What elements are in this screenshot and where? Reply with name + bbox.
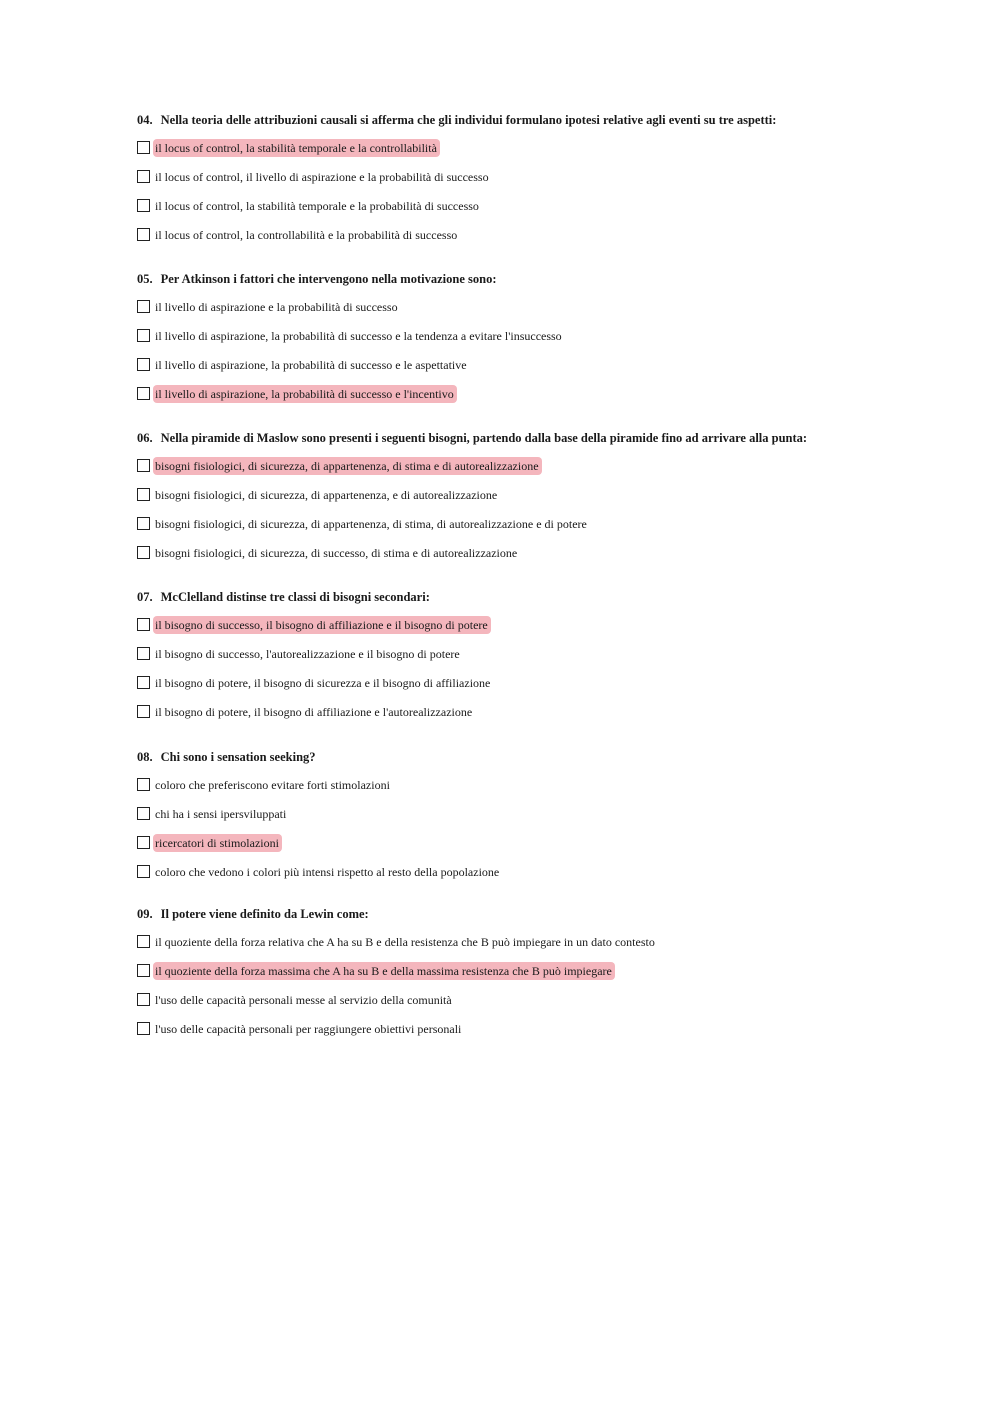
checkbox-icon[interactable]: [137, 935, 150, 948]
question-number: 07.: [137, 590, 153, 604]
answer-option[interactable]: [137, 133, 877, 162]
question-06: [137, 429, 877, 567]
answer-text: il locus of control, la controllabilità e la probabilità di successo: [155, 227, 458, 242]
answer-text: il livello di aspirazione, la probabilità di successo e l'incentivo: [153, 385, 457, 403]
checkbox-icon[interactable]: [137, 964, 150, 977]
answer-text: il bisogno di successo, il bisogno di affiliazione e il bisogno di potere: [153, 616, 491, 634]
checkbox-icon[interactable]: [137, 358, 150, 371]
checkbox-icon[interactable]: [137, 488, 150, 501]
answer-option[interactable]: [137, 1014, 877, 1043]
question-number: 04.: [137, 113, 153, 127]
checkbox-icon[interactable]: [137, 546, 150, 559]
checkbox-icon[interactable]: [137, 705, 150, 718]
answer-text: il bisogno di potere, il bisogno di sicurezza e il bisogno di affiliazione: [155, 675, 491, 690]
answer-text: il quoziente della forza relativa che A ha su B e della resistenza che B può impiegare in un dato contesto: [155, 934, 655, 949]
question-text: McClelland distinse tre classi di bisogni secondari:: [160, 590, 430, 604]
question-05: [137, 270, 877, 408]
answer-option[interactable]: [137, 668, 877, 697]
answer-option[interactable]: [137, 538, 877, 567]
checkbox-icon[interactable]: [137, 647, 150, 660]
answer-text: il locus of control, la stabilità temporale e la probabilità di successo: [155, 198, 479, 213]
answer-option[interactable]: [137, 770, 877, 799]
question-number: 06.: [137, 431, 153, 445]
answer-text: il bisogno di successo, l'autorealizzazione e il bisogno di potere: [155, 646, 460, 661]
checkbox-icon[interactable]: [137, 778, 150, 791]
answer-text: coloro che preferiscono evitare forti stimolazioni: [155, 777, 390, 792]
question-number: 08.: [137, 750, 153, 764]
checkbox-icon[interactable]: [137, 676, 150, 689]
question-number: 09.: [137, 907, 153, 921]
answer-option[interactable]: [137, 985, 877, 1014]
answer-text: il locus of control, il livello di aspirazione e la probabilità di successo: [155, 169, 489, 184]
question-number: 05.: [137, 272, 153, 286]
checkbox-icon[interactable]: [137, 1022, 150, 1035]
answer-option[interactable]: [137, 220, 877, 249]
answer-text: il livello di aspirazione e la probabilità di successo: [155, 299, 398, 314]
checkbox-icon[interactable]: [137, 329, 150, 342]
checkbox-icon[interactable]: [137, 993, 150, 1006]
question-07: [137, 588, 877, 726]
question-title: [137, 905, 877, 923]
answer-option[interactable]: [137, 857, 877, 886]
answer-option[interactable]: [137, 799, 877, 828]
answer-option[interactable]: [137, 828, 877, 857]
checkbox-icon[interactable]: [137, 836, 150, 849]
answer-text: bisogni fisiologici, di sicurezza, di appartenenza, di stima, di autorealizzazione e di potere: [155, 516, 587, 531]
question-04: [137, 111, 877, 249]
checkbox-icon[interactable]: [137, 199, 150, 212]
question-title: [137, 429, 877, 447]
answer-option[interactable]: [137, 350, 877, 379]
answer-text: ricercatori di stimolazioni: [153, 834, 282, 852]
answer-option[interactable]: [137, 509, 877, 538]
answer-text: bisogni fisiologici, di sicurezza, di successo, di stima e di autorealizzazione: [155, 545, 518, 560]
answer-text: chi ha i sensi ipersviluppati: [155, 806, 287, 821]
answer-text: il quoziente della forza massima che A ha su B e della massima resistenza che B può impiegare: [153, 962, 615, 980]
answer-option[interactable]: [137, 292, 877, 321]
answer-option[interactable]: [137, 480, 877, 509]
question-09: [137, 905, 877, 1043]
answer-text: il livello di aspirazione, la probabilità di successo e la tendenza a evitare l'insuccesso: [155, 328, 562, 343]
answer-option[interactable]: [137, 639, 877, 668]
checkbox-icon[interactable]: [137, 517, 150, 530]
question-text: Per Atkinson i fattori che intervengono nella motivazione sono:: [160, 272, 497, 286]
checkbox-icon[interactable]: [137, 618, 150, 631]
answer-option[interactable]: [137, 191, 877, 220]
answer-option[interactable]: [137, 451, 877, 480]
answer-text: l'uso delle capacità personali per raggiungere obiettivi personali: [155, 1021, 462, 1036]
question-text: Nella piramide di Maslow sono presenti i seguenti bisogni, partendo dalla base della piramide fino ad arrivare alla punta:: [160, 431, 808, 445]
answer-option[interactable]: [137, 321, 877, 350]
question-title: [137, 748, 877, 766]
answer-text: bisogni fisiologici, di sicurezza, di appartenenza, e di autorealizzazione: [155, 487, 498, 502]
question-text: Il potere viene definito da Lewin come:: [160, 907, 369, 921]
answer-text: l'uso delle capacità personali messe al servizio della comunità: [155, 992, 452, 1007]
checkbox-icon[interactable]: [137, 865, 150, 878]
answer-text: il livello di aspirazione, la probabilità di successo e le aspettative: [155, 357, 467, 372]
answer-option[interactable]: [137, 956, 877, 985]
answer-option[interactable]: [137, 162, 877, 191]
checkbox-icon[interactable]: [137, 387, 150, 400]
checkbox-icon[interactable]: [137, 170, 150, 183]
answer-text: bisogni fisiologici, di sicurezza, di appartenenza, di stima e di autorealizzazione: [153, 457, 542, 475]
checkbox-icon[interactable]: [137, 807, 150, 820]
question-title: [137, 588, 877, 606]
question-title: [137, 270, 877, 288]
answer-text: il bisogno di potere, il bisogno di affiliazione e l'autorealizzazione: [155, 704, 473, 719]
answer-text: coloro che vedono i colori più intensi rispetto al resto della popolazione: [155, 864, 500, 879]
answer-option[interactable]: [137, 379, 877, 408]
question-title: [137, 111, 877, 129]
answer-option[interactable]: [137, 610, 877, 639]
question-text: Nella teoria delle attribuzioni causali si afferma che gli individui formulano ipotesi relative agli eventi su tre aspetti:: [160, 113, 777, 127]
answer-option[interactable]: [137, 697, 877, 726]
question-08: [137, 748, 877, 886]
checkbox-icon[interactable]: [137, 228, 150, 241]
checkbox-icon[interactable]: [137, 300, 150, 313]
answer-text: il locus of control, la stabilità temporale e la controllabilità: [153, 139, 440, 157]
question-text: Chi sono i sensation seeking?: [160, 750, 316, 764]
checkbox-icon[interactable]: [137, 459, 150, 472]
answer-option[interactable]: [137, 927, 877, 956]
checkbox-icon[interactable]: [137, 141, 150, 154]
